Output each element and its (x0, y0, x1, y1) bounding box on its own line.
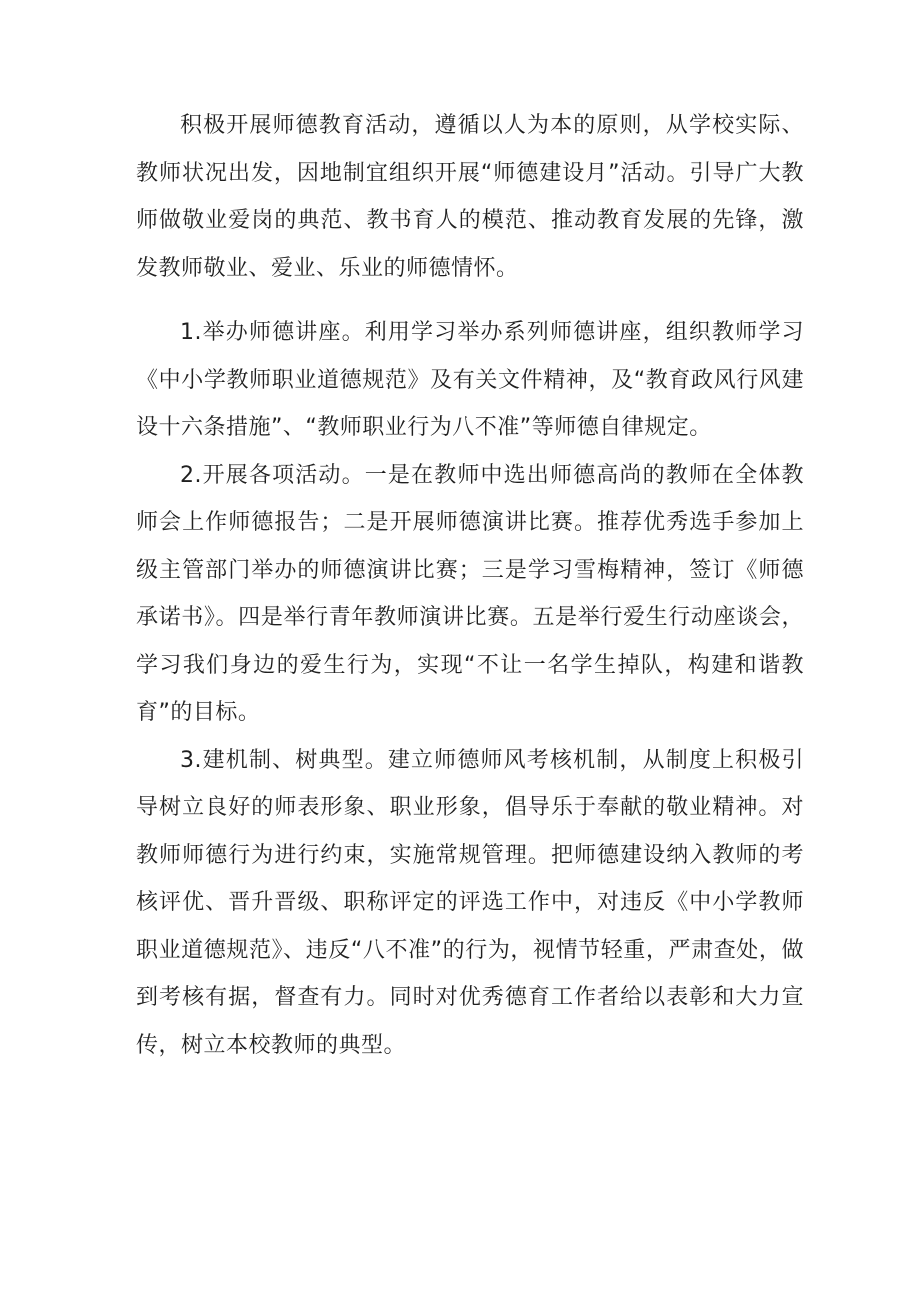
paragraph-intro: 积极开展师德教育活动，遵循以人为本的原则，从学校实际、教师状况出发，因地制宜组织开展“师德建设月”活动。引导广大教师做敬业爱岗的典范、教书育人的模范、推动教育发展的先锋，激发教师敬业、爱业、乐业的师德情怀。 (136, 113, 804, 281)
paragraph-item-1: 1.举办师德讲座。利用学习举办系列师德讲座，组织教师学习《中小学教师职业道德规范》及有关文件精神，及“教育政风行风建设十六条措施”、“教师职业行为八不准”等师德自律规定。 (136, 320, 804, 440)
document-body (136, 102, 804, 1069)
paragraph-item-3: 3.建机制、树典型。建立师德师风考核机制，从制度上积极引导树立良好的师表形象、职业形象，倡导乐于奉献的敬业精神。对教师师德行为进行约束，实施常规管理。把师德建设纳入教师的考核评优、晋升晋级、职称评定的评选工作中，对违反《中小学教师职业道德规范》、违反“八不准”的行为，视情节轻重，严肃查处，做到考核有据，督查有力。同时对优秀德育工作者给以表彰和大力宣传，树立本校教师的典型。 (136, 747, 804, 1058)
paragraph-item-2: 2.开展各项活动。一是在教师中选出师德高尚的教师在全体教师会上作师德报告；二是开展师德演讲比赛。推荐优秀选手参加上级主管部门举办的师德演讲比赛；三是学习雪梅精神，签订《师德承诺书》。四是举行青年教师演讲比赛。五是举行爱生行动座谈会，学习我们身边的爱生行为，实现“不让一名学生掉队，构建和谐教育”的目标。 (136, 462, 804, 725)
